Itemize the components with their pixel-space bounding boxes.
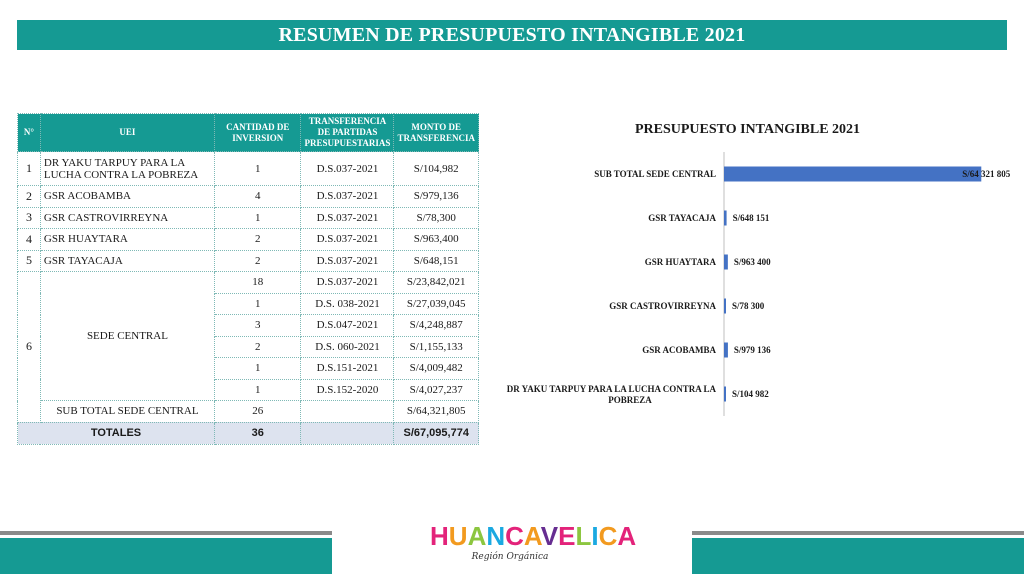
row-cantidad: 1: [214, 152, 301, 186]
row-number: 3: [18, 207, 41, 229]
chart-category-label: GSR TAYACAJA: [648, 213, 716, 223]
header-transferencia: TRANSFERENCIA DE PARTIDAS PRESUPUESTARIAS: [301, 114, 394, 152]
table-row: [18, 186, 479, 208]
chart-category-label: SUB TOTAL SEDE CENTRAL: [594, 169, 716, 179]
chart-bar: [724, 255, 728, 270]
footer-bar-left: [0, 538, 332, 574]
sede-cantidad: 1: [214, 379, 301, 401]
table-row: [18, 207, 479, 229]
totals-cantidad: 36: [214, 422, 301, 444]
sede-cantidad: 1: [214, 358, 301, 380]
totals-label: TOTALES: [18, 422, 215, 444]
logo-subtitle: Región Orgánica: [471, 552, 549, 562]
logo-letter: N: [486, 521, 506, 551]
chart-value-label: S/979 136: [733, 345, 771, 355]
row-number: 1: [18, 152, 41, 186]
row-monto: S/78,300: [394, 207, 479, 229]
logo-letter: A: [523, 521, 541, 551]
row-uei: GSR ACOBAMBA: [40, 186, 214, 208]
chart-bar: [724, 343, 728, 358]
sede-monto: S/27,039,045: [394, 293, 479, 315]
chart-category-label: GSR HUAYTARA: [644, 257, 716, 267]
logo-letter: E: [558, 521, 576, 551]
table-header-row: [18, 114, 479, 152]
sede-transferencia: D.S.047-2021: [301, 315, 394, 337]
row-monto: S/104,982: [394, 152, 479, 186]
chart-category-label: DR YAKU TARPUY PARA LA LUCHA CONTRA LA POBREZA: [506, 384, 716, 405]
sede-monto: S/4,248,887: [394, 315, 479, 337]
sede-monto: S/4,009,482: [394, 358, 479, 380]
sede-transferencia: D.S.152-2020: [301, 379, 394, 401]
logo-letter: V: [540, 521, 559, 551]
chart-bar: [724, 387, 726, 402]
chart-bar: [724, 167, 981, 182]
chart-category-label: GSR CASTROVIRREYNA: [609, 301, 716, 311]
row-transferencia: D.S.037-2021: [301, 152, 394, 186]
budget-table: [17, 113, 479, 445]
header-monto: MONTO DE TRANSFERENCIA: [394, 114, 479, 152]
subtotal-label: SUB TOTAL SEDE CENTRAL: [40, 401, 214, 423]
totals-row: [18, 422, 479, 444]
row-cantidad: 2: [214, 229, 301, 251]
row-uei: GSR CASTROVIRREYNA: [40, 207, 214, 229]
row-uei: DR YAKU TARPUY PARA LA LUCHA CONTRA LA POBREZA: [40, 152, 214, 186]
logo-letter: H: [430, 521, 449, 551]
chart-category-label: GSR ACOBAMBA: [642, 345, 716, 355]
row-uei: GSR HUAYTARA: [40, 229, 214, 251]
logo-letter: C: [505, 521, 524, 551]
chart-title: PRESUPUESTO INTANGIBLE 2021: [634, 122, 861, 137]
logo-letter: A: [467, 521, 487, 551]
chart-value-label: S/648 151: [732, 213, 770, 223]
logo-letter: U: [448, 521, 468, 551]
page-title: RESUMEN DE PRESUPUESTO INTANGIBLE 2021: [17, 20, 1007, 50]
sede-monto: S/4,027,237: [394, 379, 479, 401]
row-cantidad: 1: [214, 207, 301, 229]
row-cantidad: 4: [214, 186, 301, 208]
sede-monto: S/1,155,133: [394, 336, 479, 358]
row-transferencia: D.S.037-2021: [301, 250, 394, 272]
row-monto: S/648,151: [394, 250, 479, 272]
table-row: [18, 272, 479, 294]
row-transferencia: D.S.037-2021: [301, 229, 394, 251]
footer-line-right: [692, 531, 1024, 535]
row-number: 4: [18, 229, 41, 251]
chart-value-label: S/963 400: [733, 257, 771, 267]
chart-bar: [724, 299, 726, 314]
sede-cantidad: 1: [214, 293, 301, 315]
table-row: [18, 229, 479, 251]
sede-transferencia: D.S.037-2021: [301, 272, 394, 294]
row-monto: S/963,400: [394, 229, 479, 251]
logo-letter: C: [598, 521, 618, 551]
table-row: [18, 250, 479, 272]
header-cantidad: CANTIDAD DE INVERSION: [214, 114, 301, 152]
sede-cantidad: 2: [214, 336, 301, 358]
totals-transferencia: [301, 422, 394, 444]
header-uei: UEI: [40, 114, 214, 152]
chart-bar: [724, 211, 727, 226]
footer-line-left: [0, 531, 332, 535]
logo-letter: L: [575, 521, 592, 551]
chart-value-label: S/78 300: [732, 301, 765, 311]
sede-monto: S/23,842,021: [394, 272, 479, 294]
sede-uei: SEDE CENTRAL: [40, 272, 214, 401]
subtotal-cantidad: 26: [214, 401, 301, 423]
logo-letter: I: [591, 521, 599, 551]
logo-wordmark: [430, 521, 637, 551]
sede-transferencia: D.S.151-2021: [301, 358, 394, 380]
subtotal-monto: S/64,321,805: [394, 401, 479, 423]
table-row: [18, 152, 479, 186]
chart-value-label: S/104 982: [732, 389, 769, 399]
totals-monto: S/67,095,774: [394, 422, 479, 444]
row-uei: GSR TAYACAJA: [40, 250, 214, 272]
row-transferencia: D.S.037-2021: [301, 186, 394, 208]
footer-bar-right: [692, 538, 1024, 574]
row-cantidad: 2: [214, 250, 301, 272]
sede-transferencia: D.S. 038-2021: [301, 293, 394, 315]
chart-value-label: S/64 321 805: [962, 169, 1011, 179]
row-number: 5: [18, 250, 41, 272]
row-number: 2: [18, 186, 41, 208]
sede-transferencia: D.S. 060-2021: [301, 336, 394, 358]
subtotal-transferencia: [301, 401, 394, 423]
header-n: N°: [18, 114, 41, 152]
huancavelica-logo: [430, 521, 637, 562]
subtotal-row: [18, 401, 479, 423]
sede-cantidad: 18: [214, 272, 301, 294]
sede-number: 6: [18, 272, 41, 423]
row-monto: S/979,136: [394, 186, 479, 208]
sede-cantidad: 3: [214, 315, 301, 337]
row-transferencia: D.S.037-2021: [301, 207, 394, 229]
logo-letter: A: [617, 521, 637, 551]
budget-bar-chart: [500, 150, 1011, 415]
